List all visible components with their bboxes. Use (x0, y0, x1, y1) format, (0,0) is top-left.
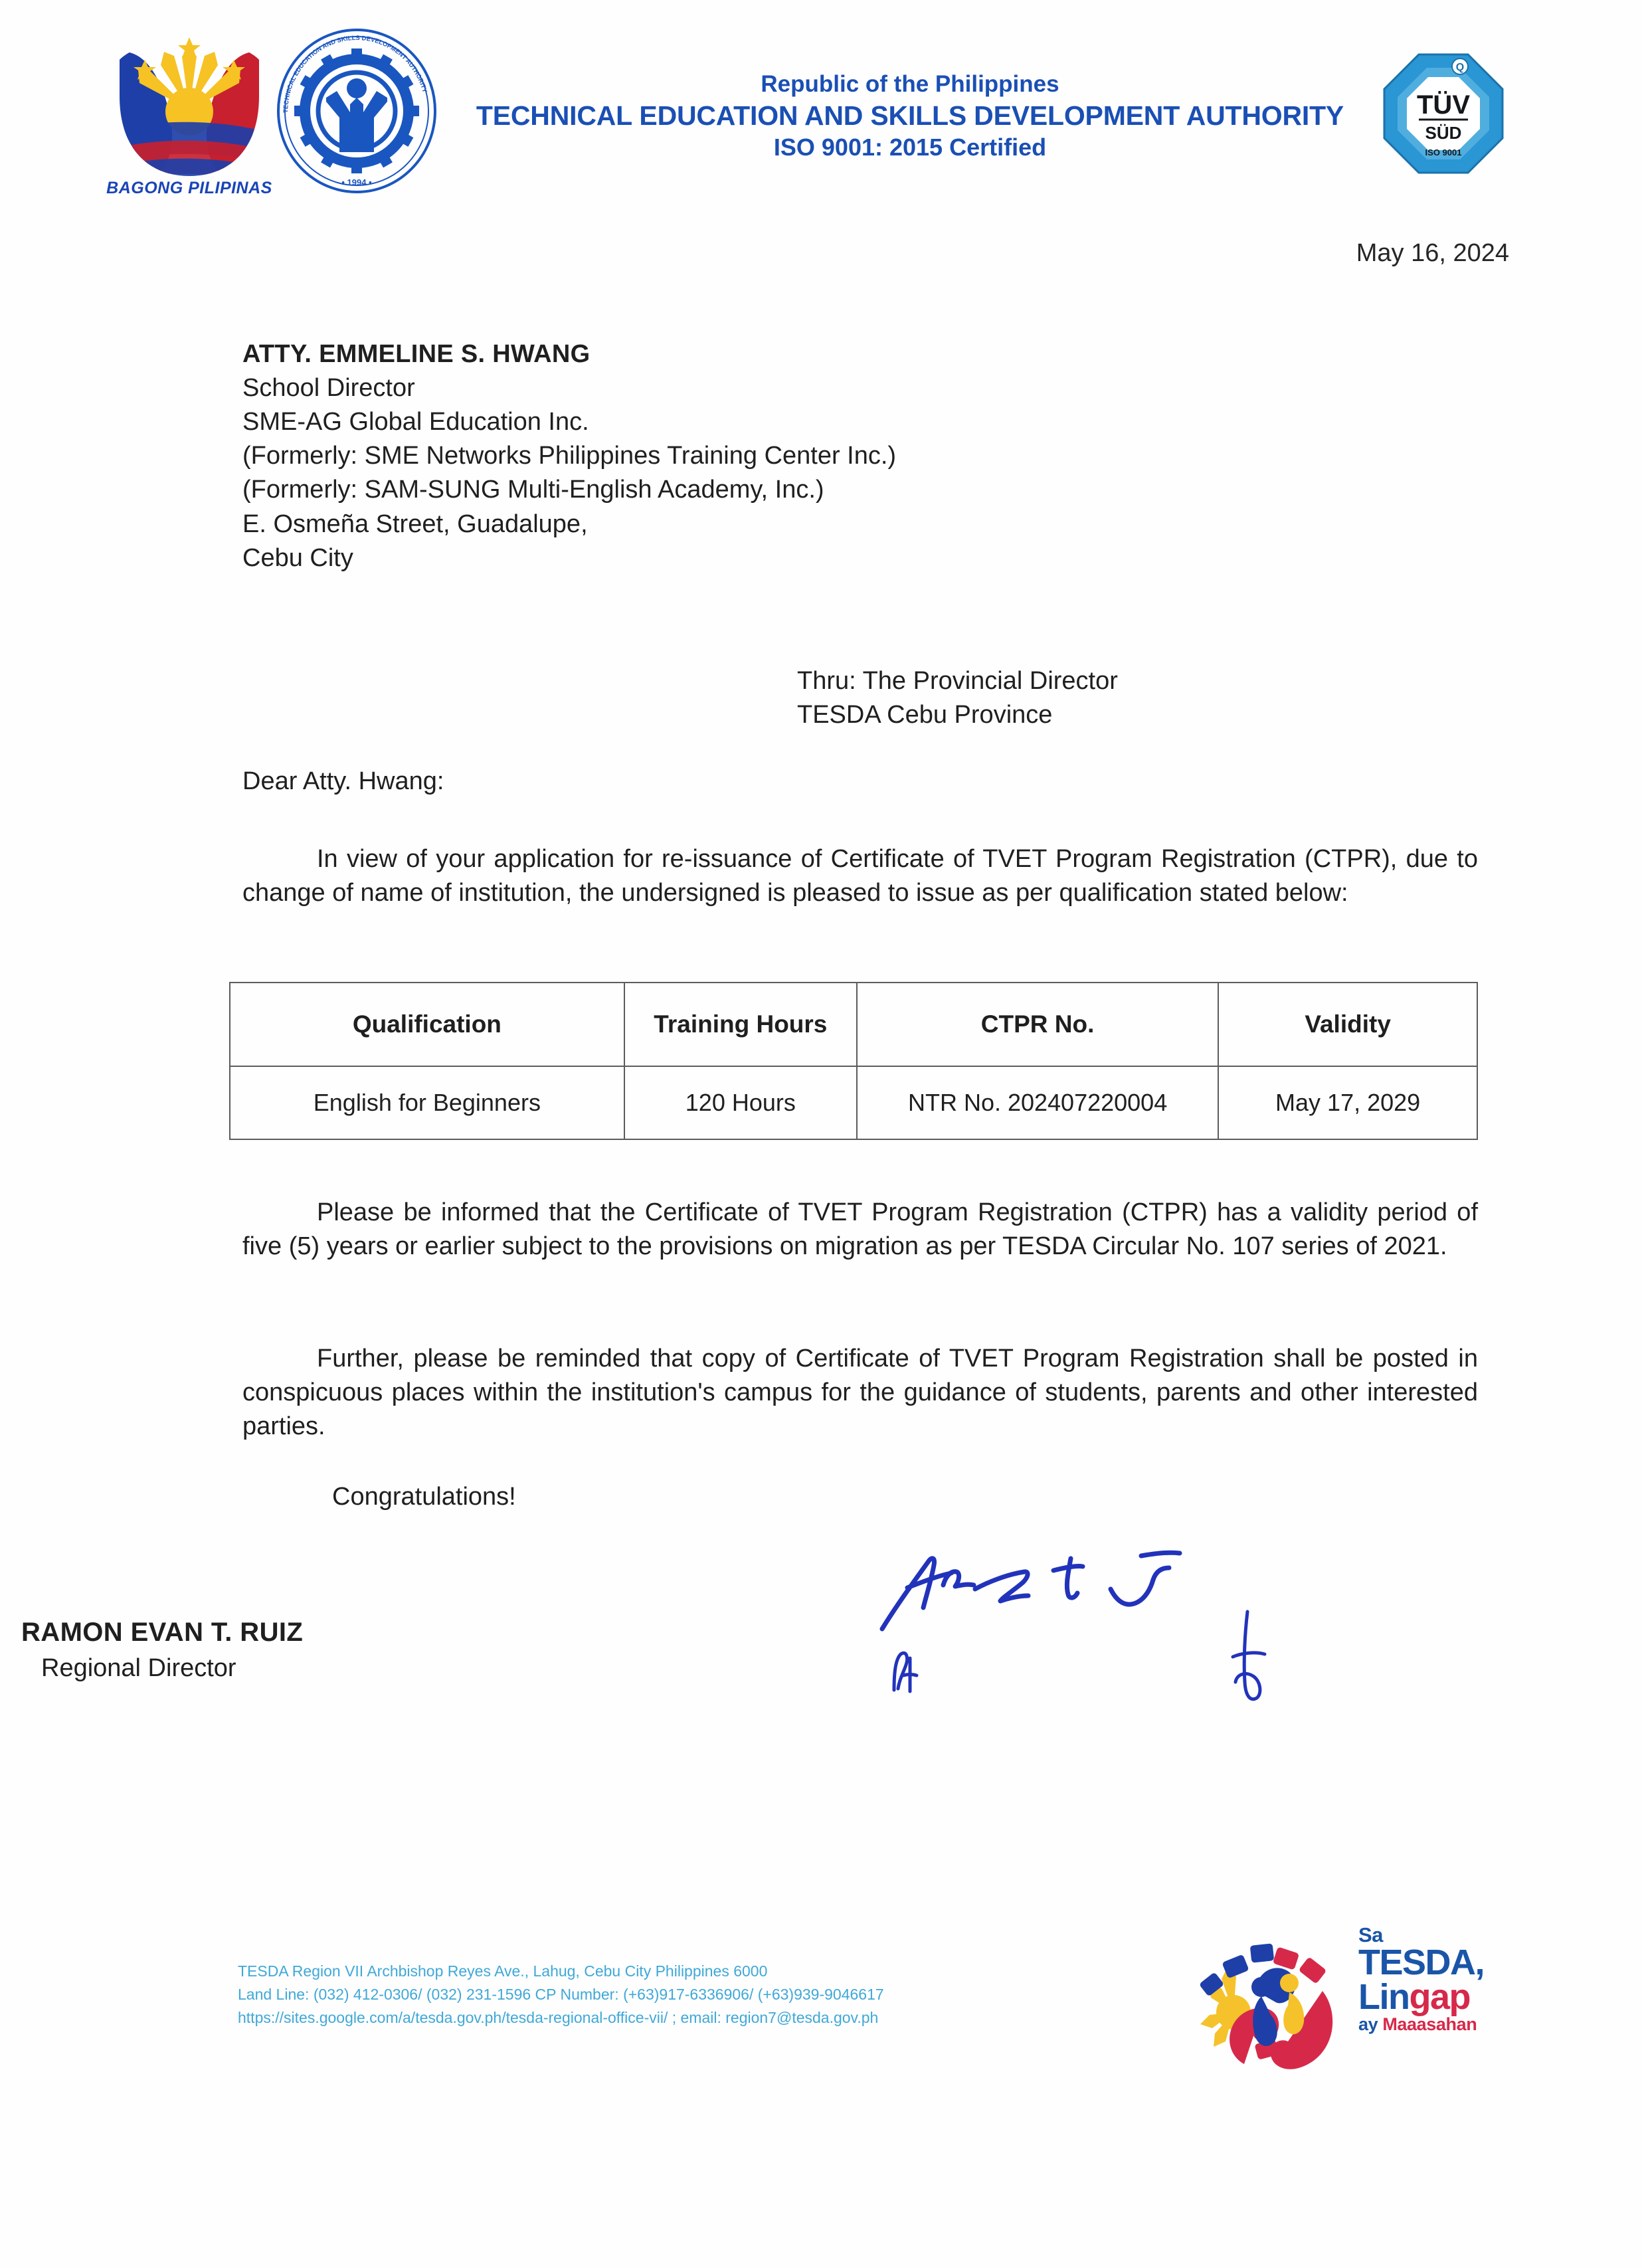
table-row (230, 1066, 1477, 1139)
agency-line: TECHNICAL EDUCATION AND SKILLS DEVELOPMENT AUTHORITY (476, 100, 1344, 131)
column-header-ctpr-no: CTPR No. (857, 983, 1218, 1066)
column-header-training-hours: Training Hours (624, 983, 857, 1066)
svg-text:ISO 9001: ISO 9001 (1425, 147, 1462, 157)
recipient-name: ATTY. EMMELINE S. HWANG (242, 340, 591, 368)
svg-text:• 1994 •: • 1994 • (341, 177, 372, 187)
signatory-name: RAMON EVAN T. RUIZ (21, 1618, 304, 1647)
letterhead (0, 19, 1642, 211)
recipient-position: School Director (242, 374, 415, 403)
bagong-pilipinas-icon (100, 33, 279, 199)
recipient-former-name-2: (Formerly: SAM-SUNG Multi-English Academy, Inc.) (242, 476, 824, 504)
lingap-wordmark (1358, 1925, 1518, 2034)
recipient-city: Cebu City (242, 543, 353, 572)
svg-text:TÜV: TÜV (1417, 90, 1470, 120)
cell-training-hours: 120 Hours (624, 1066, 857, 1139)
tesda-seal-logo (276, 28, 438, 194)
lingap-ay-maaasahan: ay Maaasahan (1358, 2014, 1477, 2034)
body-paragraph-1 (242, 842, 1478, 910)
cell-ctpr-no: NTR No. 202407220004 (857, 1066, 1218, 1139)
svg-text:Q: Q (1455, 62, 1465, 73)
tuv-sud-logo (1380, 50, 1506, 183)
signature-ink (877, 1541, 1222, 1641)
congratulations-text: Congratulations! (332, 1483, 516, 1511)
tuv-sud-icon (1380, 50, 1506, 183)
thru-line-2: TESDA Cebu Province (797, 701, 1053, 729)
footer-address: TESDA Region VII Archbishop Reyes Ave., Lahug, Cebu City Philippines 6000 (238, 1962, 768, 1980)
cell-qualification: English for Beginners (230, 1066, 624, 1139)
lingap-tesda: TESDA, (1358, 1942, 1485, 1982)
footer-phone: Land Line: (032) 412-0306/ (032) 231-1596 CP Number: (+63)917-6336906/ (+63)939-9046617 (238, 1985, 884, 2003)
body-paragraph-1-text: In view of your application for re-issuance of Certificate of TVET Program Registration (CTPR), due to change of name of institution, the undersigned is pleased to issue as per qualification stated below: (242, 845, 1478, 907)
body-paragraph-2 (242, 1196, 1478, 1264)
bagong-pilipinas-label: BAGONG PILIPINAS (106, 179, 272, 197)
lingap-lingap: Lingap (1358, 1977, 1470, 2018)
svg-text:TECHNICAL EDUCATION AND SKILLS: TECHNICAL EDUCATION AND SKILLS DEVELOPMENT AUTHORITY (282, 34, 428, 114)
recipient-institution: SME-AG Global Education Inc. (242, 408, 589, 436)
sa-tesda-lingap-logo (1192, 1923, 1511, 2079)
table-header-row (230, 983, 1477, 1066)
footer-web-email[interactable]: https://sites.google.com/a/tesda.gov.ph/tesda-regional-office-vii/ ; email: region7@tesda.gov.ph (238, 2008, 879, 2026)
footer-contact-info (238, 1960, 1101, 2030)
qualification-table (229, 982, 1478, 1140)
thru-line-1: Thru: The Provincial Director (797, 667, 1118, 695)
iso-line: ISO 9001: 2015 Certified (773, 133, 1047, 161)
recipient-former-name-1: (Formerly: SME Networks Philippines Training Center Inc.) (242, 442, 897, 470)
body-paragraph-2-text: Please be informed that the Certificate of TVET Program Registration (CTPR) has a validity period of five (5) years or earlier subject to the provisions on migration as per TESDA Circular No. 107 series of 2021. (242, 1198, 1478, 1261)
body-paragraph-3 (242, 1342, 1478, 1444)
tesda-seal-icon (276, 28, 438, 194)
signature-initial-mark (883, 1646, 930, 1699)
recipient-street: E. Osmeña Street, Guadalupe, (242, 510, 588, 538)
lingap-sa: Sa (1358, 1923, 1383, 1946)
letter-date: May 16, 2024 (1356, 239, 1509, 267)
svg-text:SÜD: SÜD (1425, 123, 1462, 143)
body-paragraph-3-text: Further, please be reminded that copy of Certificate of TVET Program Registration shall be posted in conspicuous places within the institution's campus for the guidance of students, parents and other interested parties. (242, 1345, 1478, 1441)
column-header-qualification: Qualification (230, 983, 624, 1066)
cell-validity: May 17, 2029 (1218, 1066, 1477, 1139)
bagong-pilipinas-logo (100, 33, 279, 199)
signatory-title: Regional Director (41, 1654, 236, 1682)
signature-flourish-mark (1221, 1608, 1274, 1707)
salutation: Dear Atty. Hwang: (242, 767, 444, 795)
thru-block (797, 664, 1118, 733)
recipient-address-block (242, 337, 1239, 575)
letterhead-text (452, 70, 1368, 162)
column-header-validity: Validity (1218, 983, 1477, 1066)
lingap-mark-icon (1192, 1927, 1352, 2083)
republic-line: Republic of the Philippines (761, 71, 1059, 97)
